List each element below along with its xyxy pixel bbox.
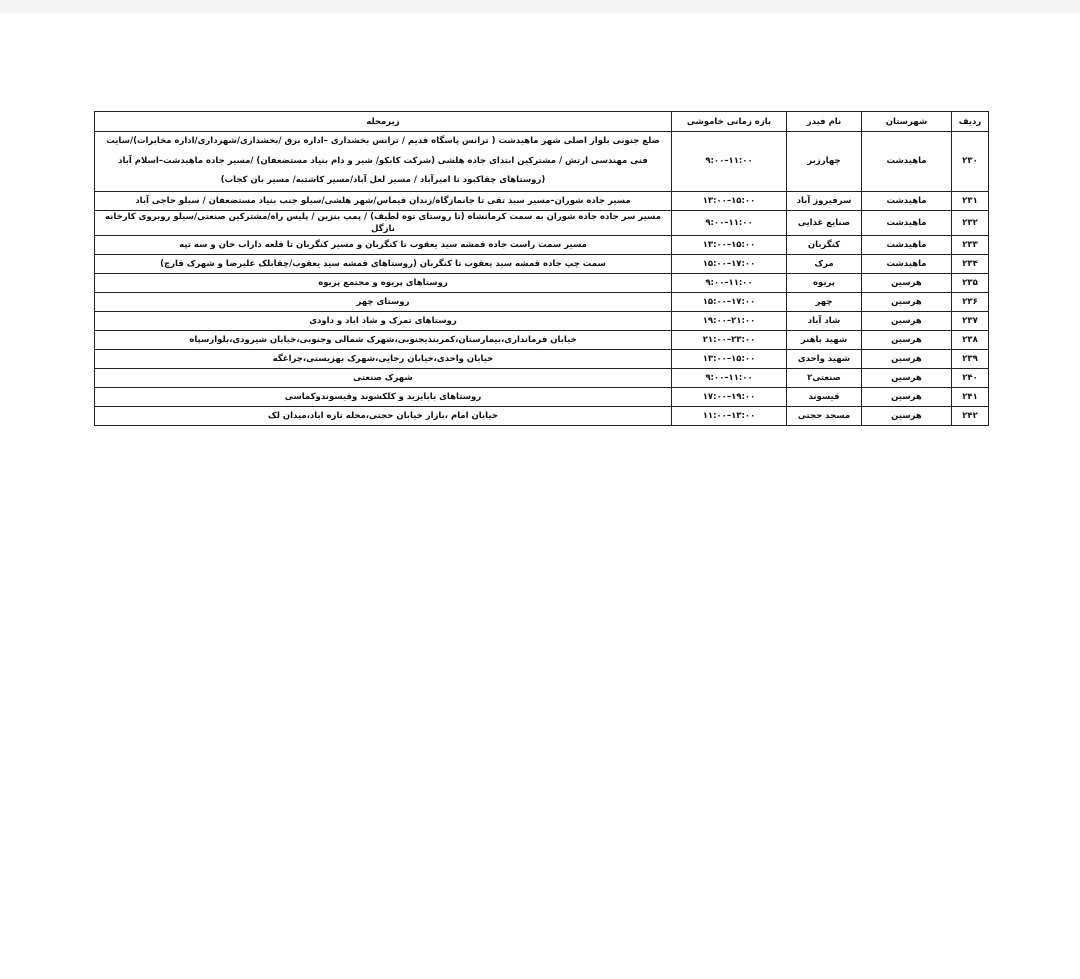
cell-row-number: ۲۴۱ (952, 387, 989, 406)
header-feeder: نام فیدر (787, 112, 862, 132)
cell-area: مسیر جاده شوران–مسیر سید تقی تا جانمازگاه/زندان قیماس/شهر هلشی/سیلو جنب بنیاد مستضعفان / سیلو حاجی آباد (95, 191, 672, 210)
table-row (95, 311, 989, 330)
cell-outage-time: ۱۷:۰۰–۱۹:۰۰ (672, 387, 787, 406)
cell-feeder: شاد آباد (787, 311, 862, 330)
cell-outage-time: ۱۳:۰۰–۱۵:۰۰ (672, 191, 787, 210)
cell-row-number: ۲۴۲ (952, 406, 989, 425)
cell-row-number: ۲۳۴ (952, 254, 989, 273)
cell-county: هرسین (862, 311, 952, 330)
cell-row-number: ۲۳۸ (952, 330, 989, 349)
cell-area: ضلع جنوبی بلوار اصلی شهر ماهیدشت ( ترانس پاسگاه قدیم / ترانس بخشداری –اداره برق /بخشداری/شهرداری/اداره مخابرات)/سایت فنی مهندسی ارتش / مشترکین ابتدای جاده هلشی (شرکت کابکو/ شیر و دام بنیاد مستضعفان) /مسیر جاده ماهیدشت–اسلام آباد (روستاهای چقاکبود تا امیرآباد / مسیر لعل آباد/مسیر کاشتبه/ مسیر بان کجاب) (95, 132, 672, 192)
cell-feeder: صنایع غذایی (787, 210, 862, 235)
cell-row-number: ۲۳۷ (952, 311, 989, 330)
cell-feeder: قیسوند (787, 387, 862, 406)
cell-county: ماهیدشت (862, 210, 952, 235)
cell-outage-time: ۹:۰۰–۱۱:۰۰ (672, 273, 787, 292)
table-row (95, 349, 989, 368)
header-area: زیرمحله (95, 112, 672, 132)
header-outage-time: بازه زمانی خاموشی (672, 112, 787, 132)
cell-row-number: ۲۳۲ (952, 210, 989, 235)
cell-outage-time: ۱۳:۰۰–۱۵:۰۰ (672, 349, 787, 368)
cell-county: ماهیدشت (862, 132, 952, 192)
cell-outage-time: ۹:۰۰–۱۱:۰۰ (672, 210, 787, 235)
table-header-row (95, 112, 989, 132)
table-row (95, 330, 989, 349)
cell-row-number: ۲۳۰ (952, 132, 989, 192)
cell-county: ماهیدشت (862, 254, 952, 273)
cell-feeder: شهید واحدی (787, 349, 862, 368)
cell-county: هرسین (862, 330, 952, 349)
cell-area: خیابان فرمانداری،بیمارستان،کمربندیجنوبی،شهرک شمالی وجنوبی،خیابان شیرودی،بلوارسپاه (95, 330, 672, 349)
cell-area: روستاهای تمرک و شاد اباد و داودی (95, 311, 672, 330)
cell-area: مسیر سمت راست جاده قمشه سید یعقوب تا کنگربان و مسیر کنگربان تا قلعه داراب خان و سه تپه (95, 235, 672, 254)
table-row (95, 210, 989, 235)
cell-area: روستاهای پریوه و مجتمع پریوه (95, 273, 672, 292)
cell-row-number: ۲۳۳ (952, 235, 989, 254)
cell-area: روستاهای بابایزید و کلکشوند وقیسوندوکماسی (95, 387, 672, 406)
outage-schedule-table (94, 111, 989, 426)
cell-row-number: ۲۳۵ (952, 273, 989, 292)
table-row (95, 191, 989, 210)
cell-outage-time: ۱۱:۰۰–۱۳:۰۰ (672, 406, 787, 425)
table-row (95, 406, 989, 425)
table-row (95, 387, 989, 406)
table-row (95, 254, 989, 273)
cell-county: هرسین (862, 292, 952, 311)
cell-feeder: کنگربان (787, 235, 862, 254)
cell-row-number: ۲۳۱ (952, 191, 989, 210)
cell-outage-time: ۱۵:۰۰–۱۷:۰۰ (672, 292, 787, 311)
cell-area: سمت چپ جاده قمشه سید یعقوب تا کنگربان (روستاهای قمشه سید یعقوب/چقابلک علیرضا و شهرک قارچ) (95, 254, 672, 273)
cell-area: خیابان واحدی،خیابان رجایی،شهرک بهزیستی،چراغگه (95, 349, 672, 368)
cell-feeder: مسجد حجتی (787, 406, 862, 425)
table-row (95, 273, 989, 292)
top-bar (0, 0, 1080, 13)
cell-outage-time: ۱۵:۰۰–۱۷:۰۰ (672, 254, 787, 273)
cell-feeder: پریوه (787, 273, 862, 292)
cell-feeder: مرک (787, 254, 862, 273)
cell-county: ماهیدشت (862, 191, 952, 210)
cell-outage-time: ۹:۰۰–۱۱:۰۰ (672, 368, 787, 387)
cell-county: هرسین (862, 406, 952, 425)
cell-feeder: سرفیروز آباد (787, 191, 862, 210)
cell-row-number: ۲۳۹ (952, 349, 989, 368)
cell-county: هرسین (862, 273, 952, 292)
cell-feeder: شهید باهنر (787, 330, 862, 349)
cell-county: هرسین (862, 387, 952, 406)
table-row (95, 235, 989, 254)
cell-outage-time: ۱۹:۰۰–۲۱:۰۰ (672, 311, 787, 330)
cell-outage-time: ۹:۰۰–۱۱:۰۰ (672, 132, 787, 192)
outage-table-container (94, 111, 988, 426)
cell-county: ماهیدشت (862, 235, 952, 254)
cell-county: هرسین (862, 368, 952, 387)
cell-area: شهرک صنعتی (95, 368, 672, 387)
cell-area: خیابان امام ،بازار خیابان حجتی،محله تازه اباد،میدان لک (95, 406, 672, 425)
cell-feeder: چهارزبر (787, 132, 862, 192)
table-row (95, 292, 989, 311)
cell-outage-time: ۲۱:۰۰–۲۳:۰۰ (672, 330, 787, 349)
header-county: شهرستان (862, 112, 952, 132)
cell-feeder: صنعتی۲ (787, 368, 862, 387)
table-row (95, 132, 989, 192)
header-row-number: ردیف (952, 112, 989, 132)
cell-area: روستای چهر (95, 292, 672, 311)
cell-row-number: ۲۳۶ (952, 292, 989, 311)
cell-outage-time: ۱۳:۰۰–۱۵:۰۰ (672, 235, 787, 254)
cell-row-number: ۲۴۰ (952, 368, 989, 387)
table-row (95, 368, 989, 387)
cell-area: مسیر سر جاده جاده شوران به سمت کرمانشاه (تا روستای توه لطیف) / پمپ بنزین / پلیس راه/مشترکین صنعتی/سیلو روبروی کارخانه نازگل (95, 210, 672, 235)
cell-feeder: چهر (787, 292, 862, 311)
cell-county: هرسین (862, 349, 952, 368)
